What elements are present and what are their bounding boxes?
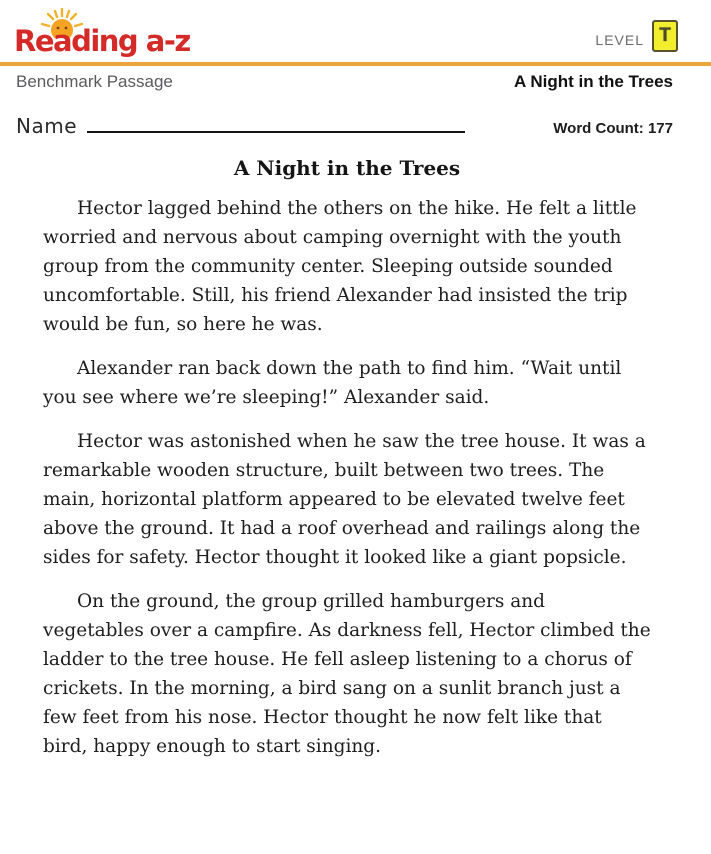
name-row	[0, 92, 711, 138]
word-count-label: Word Count:	[553, 120, 644, 137]
passage-type-label: Benchmark Passage	[16, 72, 173, 91]
passage-title: A Night in the Trees	[233, 156, 461, 180]
word-count	[553, 120, 673, 137]
level-label: LEVEL	[595, 32, 644, 48]
level-area	[595, 20, 678, 52]
reading-az-logo	[14, 6, 214, 60]
name-label: Name	[16, 114, 78, 138]
passage-paragraph: Alexander ran back down the path to find him. “Wait until you see where we’re sleeping!” Alexander said.	[43, 358, 622, 408]
name-blank-line	[87, 115, 465, 133]
passage-paragraph: Hector lagged behind the others on the hike. He felt a little worried and nervous about camping overnight with the youth group from the community center. Sleeping outside sounded uncomfortable. Still, his friend Alexander had insisted the trip would be fun, so here he was.	[43, 198, 637, 335]
passage-title-header: A Night in the Trees	[513, 72, 673, 91]
word-count-value: 177	[647, 120, 673, 137]
passage-body	[0, 138, 711, 761]
page-header	[0, 0, 711, 62]
subheader	[0, 66, 711, 92]
passage-paragraph: Hector was astonished when he saw the tree house. It was a remarkable wooden structure, built between two trees. The main, horizontal platform appeared to be elevated twelve feet above the ground. It had a roof overhead and railings along the sides for safety. Hector thought it looked like a giant popsicle.	[43, 431, 646, 568]
logo-text: Reading a-z	[14, 24, 190, 58]
passage-paragraph: On the ground, the group grilled hamburgers and vegetables over a campfire. As darkness fell, Hector climbed the ladder to the tree house. He fell asleep listening to a chorus of crickets. In the morning, a bird sang on a sunlit branch just a few feet from his nose. Hector thought he now felt like that bird, happy enough to start singing.	[43, 591, 651, 757]
level-badge: T	[652, 20, 678, 52]
